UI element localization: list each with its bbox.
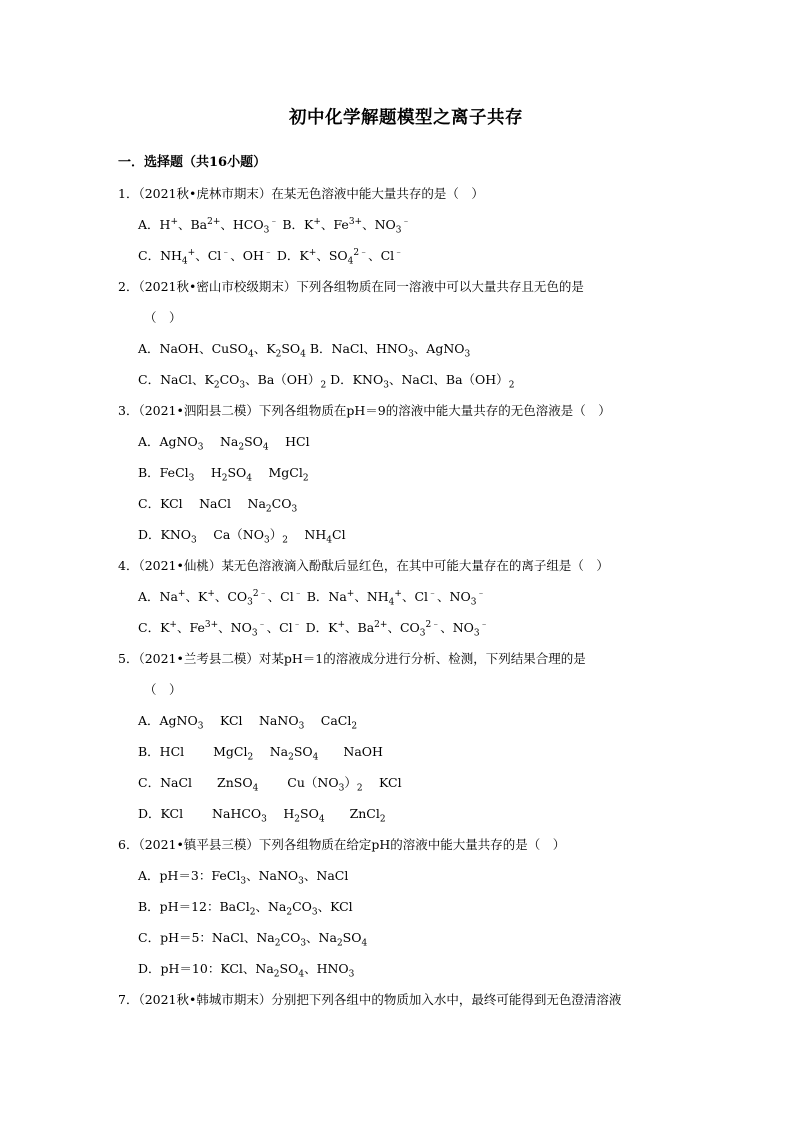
page-title: 初中化学解题模型之离子共存 (289, 108, 523, 128)
question-stem-continued: （ ） (144, 682, 182, 697)
question-stem: 3．（2021•泗阳县二模）下列各组物质在pH＝9的溶液中能大量共存的无色溶液是（ ） (118, 403, 611, 418)
answer-options: B．FeCl$_3$ $H_2SO_4$ MgCl$_2$ (138, 465, 309, 484)
answer-options: A．H+、$Ba^{2+}$、$HCO_3^﹣$ B．K+、$Fe^{3+}$、$NO_3^﹣$ (138, 216, 411, 236)
answer-options: A．Na+、K+、$CO_3^{2﹣}$、Cl﹣ B．Na+、$NH_4^+$、Cl﹣、$NO_3^﹣$ (138, 588, 486, 608)
question-stem: 4．（2021•仙桃）某无色溶液滴入酚酞后显红色，在其中可能大量存在的离子组是（ ） (118, 558, 609, 573)
answer-options: A．pH＝3：FeCl$_3$、NaNO$_3$、NaCl (138, 868, 349, 887)
answer-options: C．NaCl、$K_2CO_3$、$Ba(OH)_2$ D．$KNO_3$、NaCl、$Ba(OH)_2$ (138, 372, 515, 391)
question-list (118, 178, 694, 1015)
question-stem-continued: （ ） (144, 310, 182, 325)
answer-options: C．pH＝5：NaCl、$Na_2CO_3$、$Na_2SO_4$ (138, 930, 368, 949)
answer-options: C．K+、$Fe^{3+}$、$NO_3^﹣$、Cl﹣ D．K+、$Ba^{2+}$、$CO_3^{2﹣}$、$NO_3^﹣$ (138, 619, 489, 639)
section-heading: 一．选择题（共16小题） (118, 155, 267, 170)
question-stem: 7．（2021秋•韩城市期末）分别把下列各组中的物质加入水中，最终可能得到无色澄清溶液 (118, 992, 622, 1007)
question-stem: 6．（2021•镇平县三模）下列各组物质在给定pH的溶液中能大量共存的是（ ） (118, 837, 566, 852)
question-stem: 2．（2021秋•密山市校级期末）下列各组物质在同一溶液中可以大量共存且无色的是 (118, 279, 584, 294)
question-stem: 5．（2021•兰考县二模）对某pH＝1的溶液成分进行分析、检测，下列结果合理的是 (118, 651, 586, 666)
question-stem: 1．（2021秋•虎林市期末）在某无色溶液中能大量共存的是（ ） (118, 186, 484, 201)
answer-options: C．$NH_4^+$、Cl﹣、OH﹣ D．K+、$SO_4^{2﹣}$、Cl﹣ (138, 247, 404, 267)
answer-options: C．NaCl ZnSO$_4$ $Cu(NO_3)_2$ KCl (138, 775, 402, 794)
answer-options: A．AgNO$_3$ KCl NaNO$_3$ CaCl$_2$ (138, 713, 358, 732)
answer-options: D．pH＝10：KCl、$Na_2SO_4$、$HNO_3$ (138, 961, 355, 980)
answer-options: D．$KNO_3$ $Ca(NO_3)_2$ $NH_4Cl$ (138, 527, 346, 546)
answer-options: D．KCl NaHCO$_3$ $H_2SO_4$ ZnCl$_2$ (138, 806, 386, 825)
answer-options: C．KCl NaCl $Na_2CO_3$ (138, 496, 298, 515)
answer-options: A．AgNO$_3$ $Na_2SO_4$ HCl (138, 434, 310, 453)
answer-options: B．HCl MgCl$_2$ $Na_2SO_4$ NaOH (138, 744, 383, 763)
answer-options: B．pH＝12：BaCl$_2$、$Na_2CO_3$、KCl (138, 899, 353, 918)
answer-options: A．NaOH、CuSO$_4$、$K_2SO_4$ B．NaCl、$HNO_3$、AgNO$_3$ (138, 341, 471, 360)
